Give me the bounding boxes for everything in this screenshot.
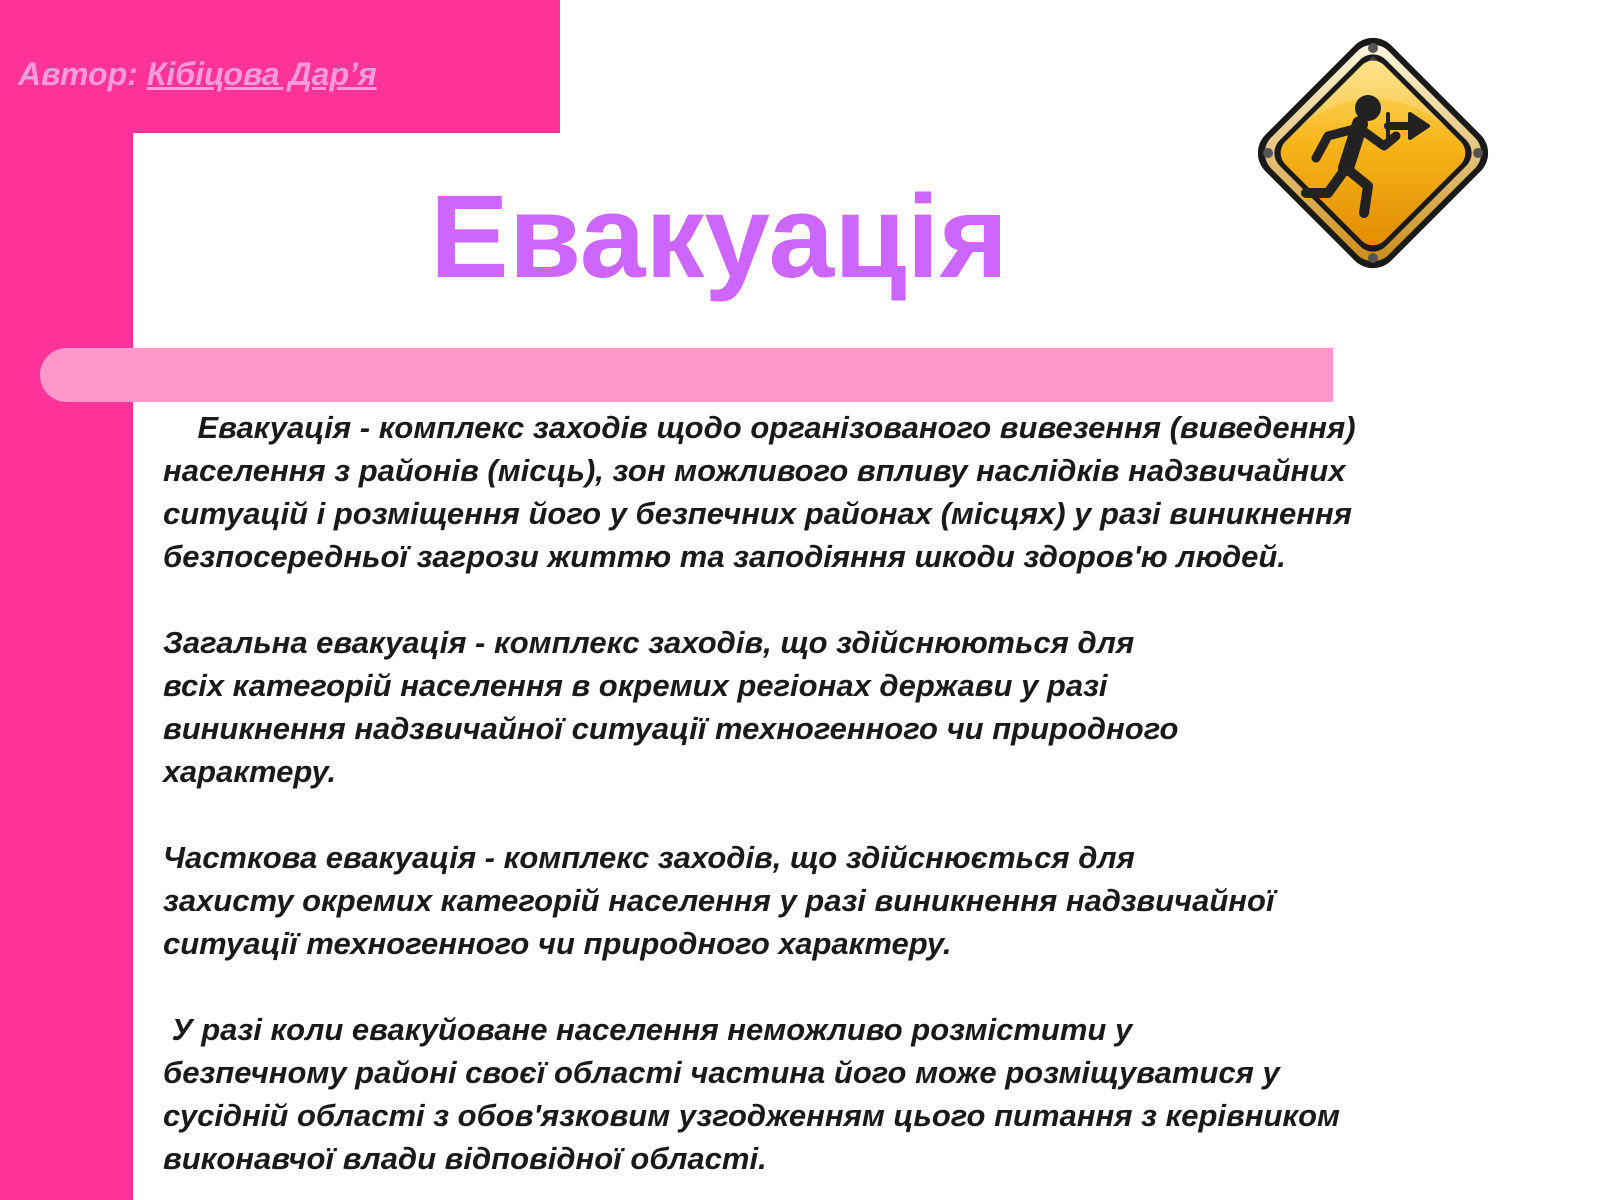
paragraph-spacer	[163, 965, 1563, 1008]
paragraph-spacer	[163, 793, 1563, 836]
text-line: характеру.	[163, 754, 337, 789]
text-line: ситуації техногенного чи природного характеру.	[163, 926, 952, 961]
author-line	[18, 56, 377, 93]
paragraph-spacer	[163, 578, 1563, 621]
paragraph-partial-evacuation	[163, 836, 1563, 965]
paragraph-neighbor-region	[163, 1008, 1563, 1180]
evacuation-exit-sign-icon	[1228, 8, 1518, 298]
paragraph-general-evacuation	[163, 621, 1563, 793]
text-line: безпечному районі своєї області частина його може розміщуватися у	[163, 1055, 1280, 1090]
text-line: безпосередньої загрози життю та заподіяння шкоди здоров'ю людей.	[163, 539, 1286, 574]
author-name-link[interactable]: Кібіцова Дар’я	[146, 56, 377, 92]
content-text	[163, 406, 1563, 1180]
text-line: Евакуація - комплекс заходів щодо організованого вивезення (виведення)	[163, 410, 1356, 445]
text-line: населення з районів (місць), зон можливого впливу наслідків надзвичайних	[163, 453, 1346, 488]
text-line: Загальна евакуація - комплекс заходів, що здійснюються для	[163, 625, 1135, 660]
text-line: сусідній області з обов'язковим узгодженням цього питання з керівником	[163, 1098, 1340, 1133]
sidebar-accent-strip	[0, 0, 133, 1200]
author-label: Автор:	[18, 56, 138, 92]
text-line: ситуацій і розміщення його у безпечних районах (місцях) у разі виникнення	[163, 496, 1352, 531]
text-line: Часткова евакуація - комплекс заходів, що здійснюється для	[163, 840, 1135, 875]
paragraph-evacuation-definition	[163, 406, 1563, 578]
text-line: виникнення надзвичайної ситуації техногенного чи природного	[163, 711, 1179, 746]
text-line: виконавчої влади відповідної області.	[163, 1141, 767, 1176]
text-line: всіх категорій населення в окремих регіонах держави у разі	[163, 668, 1108, 703]
page-title: Евакуація	[430, 171, 1009, 303]
title-underline-bar	[40, 348, 1333, 402]
text-line: У разі коли евакуйоване населення неможливо розмістити у	[163, 1012, 1133, 1047]
text-line: захисту окремих категорій населення у разі виникнення надзвичайної	[163, 883, 1275, 918]
